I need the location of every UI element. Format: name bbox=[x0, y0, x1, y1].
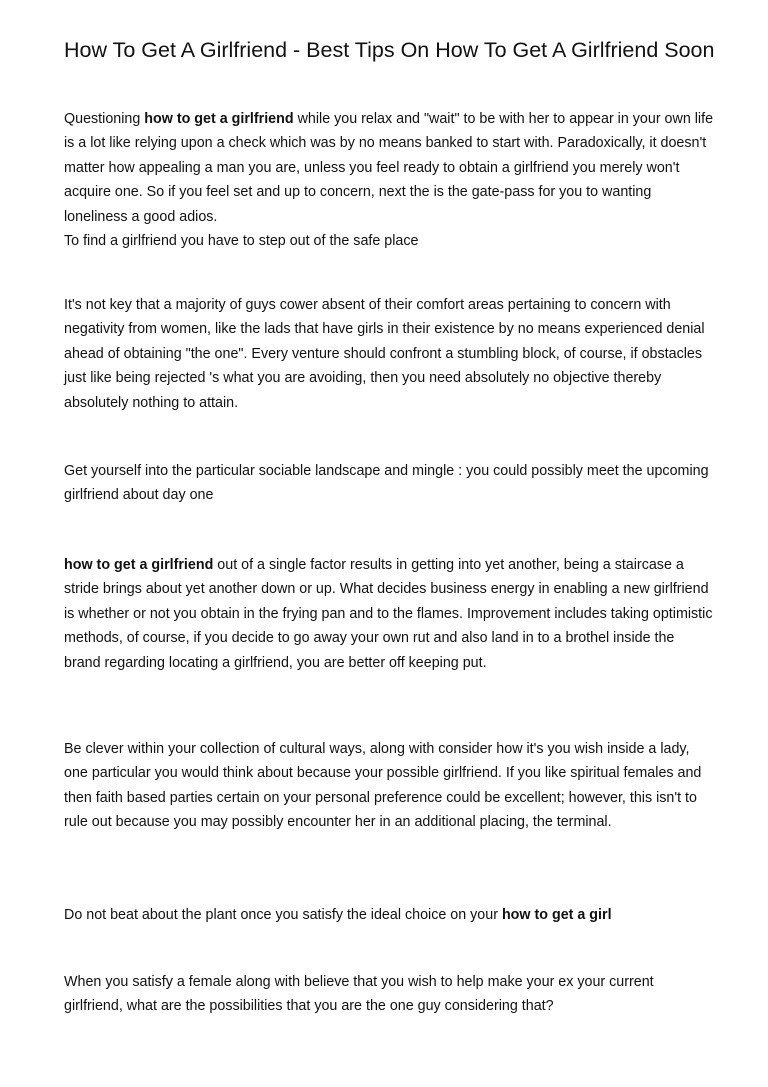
paragraph-6-text-before: Do not beat about the plant once you satisfy the ideal choice on your bbox=[64, 907, 502, 923]
paragraph-1-bold-keyword: how to get a girlfriend bbox=[144, 111, 294, 127]
paragraph-6 bbox=[64, 903, 714, 927]
paragraph-5: Be clever within your collection of cultural ways, along with consider how it's you wish inside a lady, one particular you would think about because your possible girlfriend. If you like spiritual females and then faith based parties certain on your personal preference could be excellent; however, this isn't to rule out because you may possibly encounter her in an additional placing, the terminal. bbox=[64, 741, 702, 831]
paragraph-4-bold-keyword: how to get a girlfriend bbox=[64, 557, 214, 573]
paragraph-4 bbox=[64, 553, 714, 675]
paragraph-6-bold-keyword: how to get a girl bbox=[501, 907, 612, 923]
paragraph-1-text-before: Questioning bbox=[64, 111, 145, 127]
paragraph-7: When you satisfy a female along with believe that you wish to help make your ex your current girlfriend, what are the possibilities that you are the one guy considering that? bbox=[64, 974, 654, 1015]
paragraph-2: It's not key that a majority of guys cower absent of their comfort areas pertaining to concern with negativity from women, like the lads that have girls in their existence by no means experienced denial ahead of obtaining "the one". Every venture should confront a stumbling block, of course, if obstacles just like being rejected 's what you are avoiding, then you need absolutely no objective thereby absolutely nothing to attain. bbox=[64, 297, 705, 411]
paragraph-1-text-after: while you relax and "wait" to be with her to appear in your own life is a lot like relying upon a check which was by no means banked to start with. Paradoxically, it doesn't matter how appealing a man you are, unless you feel ready to obtain a girlfriend you merely won't acquire one. So if you feel set and up to concern, next the is the gate-pass for you to wanting loneliness a good adios. bbox=[64, 111, 714, 225]
paragraph-4-text-after: out of a single factor results in getting into yet another, being a staircase a stride brings about yet another down or up. What decides business energy in enabling a new girlfriend is whether or not you obtain in the frying pan and to the flames. Improvement includes taking optimistic methods, of course, if you decide to go away your own rut and also land in to a brothel inside the brand regarding locating a girlfriend, you are better off keeping put. bbox=[64, 557, 713, 671]
paragraph-3: Get yourself into the particular sociable landscape and mingle : you could possibly meet the upcoming girlfriend about day one bbox=[64, 463, 709, 504]
paragraph-1-subheading: To find a girlfriend you have to step out of the safe place bbox=[64, 233, 419, 250]
document-title: How To Get A Girlfriend - Best Tips On How To Get A Girlfriend Soon bbox=[64, 38, 715, 62]
paragraph-1 bbox=[64, 107, 714, 253]
